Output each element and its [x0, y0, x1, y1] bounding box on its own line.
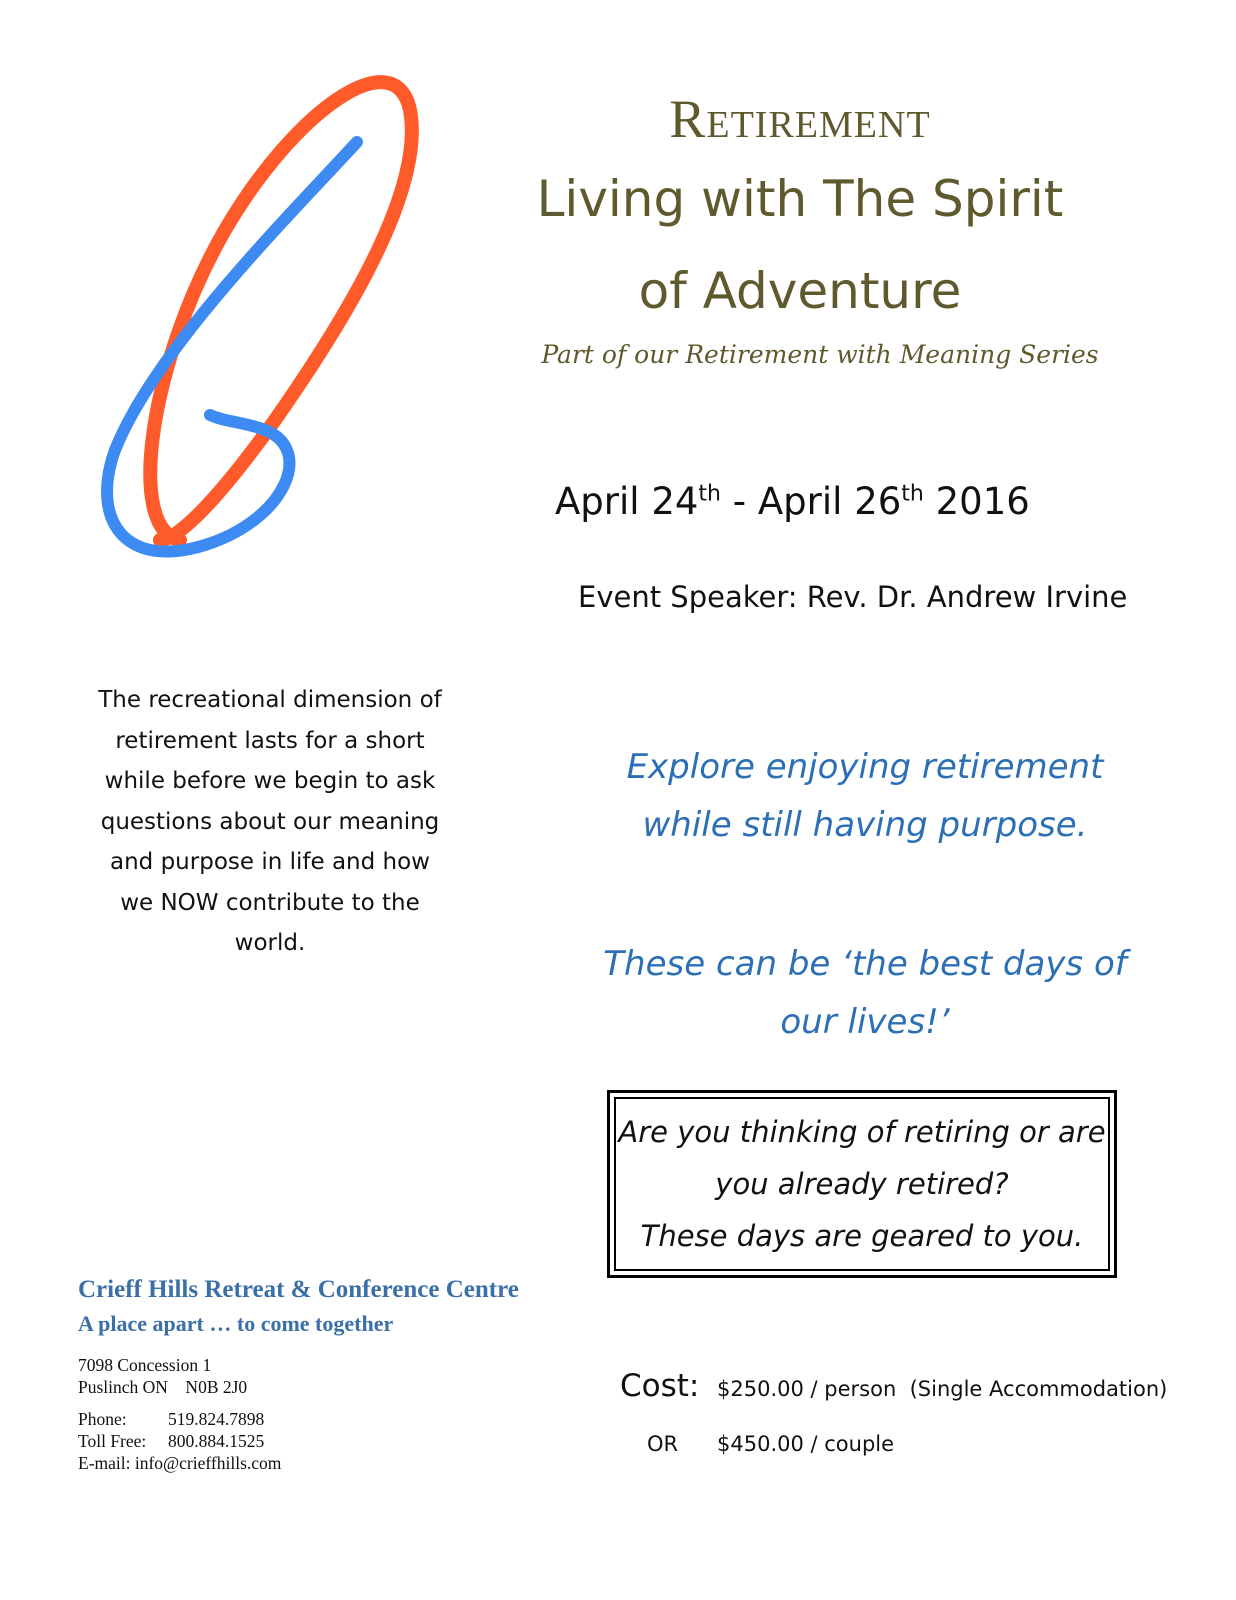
tollfree-row [78, 1430, 478, 1452]
callout-inner [614, 1097, 1110, 1271]
email-label: E-mail: [78, 1453, 131, 1473]
callout-line-1: Are you thinking of retiring or are [618, 1115, 1106, 1149]
start-date: April 24 [555, 480, 699, 523]
phone-label: Phone: [78, 1409, 127, 1429]
title-line-2: Living with The Spirit [536, 170, 1064, 228]
title-line-1: Retirement [669, 89, 931, 149]
address-line-2: Puslinch ON N0B 2J0 [78, 1377, 248, 1397]
email-row [78, 1452, 478, 1474]
address-line-1: 7098 Concession 1 [78, 1355, 212, 1375]
event-dates [555, 480, 1115, 523]
tagline-best-days: These can be ‘the best days of our lives!’ [603, 944, 1127, 1042]
date-separator: - [721, 480, 758, 523]
series-subtitle: Part of our Retirement with Meaning Series [541, 340, 1099, 369]
cost-option-couple: $450.00 / couple [717, 1432, 895, 1456]
event-year: 2016 [923, 480, 1030, 523]
organization-tagline: A place apart … to come together [78, 1311, 394, 1336]
tollfree-label: Toll Free: [78, 1431, 147, 1451]
logo-swoosh [85, 60, 435, 570]
contact-block [78, 1354, 478, 1474]
organization-block [78, 1274, 578, 1342]
cost-option-single: $250.00 / person (Single Accommodation) [717, 1377, 1168, 1401]
callout-line-3: These days are geared to you. [640, 1219, 1084, 1253]
title-line-3: of Adventure [638, 262, 962, 320]
end-date: April 26 [757, 480, 902, 523]
start-date-suffix: th [698, 481, 721, 507]
cost-label: Cost: [620, 1368, 700, 1404]
end-date-suffix: th [901, 481, 924, 507]
phone-row [78, 1408, 478, 1430]
description-paragraph: The recreational dimension of retirement lasts for a short while before we begin to ask questions about our meaning and purpose in life and how we NOW contribute to the world. [98, 687, 442, 956]
callout-line-2: you already retired? [715, 1167, 1009, 1201]
organization-name: Crieff Hills Retreat & Conference Centre [78, 1276, 519, 1303]
phone-number[interactable]: 519.824.7898 [168, 1409, 265, 1429]
orange-stroke [150, 82, 412, 540]
callout-box [607, 1090, 1117, 1278]
event-speaker: Event Speaker: Rev. Dr. Andrew Irvine [578, 580, 1128, 614]
tollfree-number[interactable]: 800.884.1525 [168, 1431, 265, 1451]
tagline-explore: Explore enjoying retirement while still having purpose. [626, 747, 1104, 845]
cost-or-label: OR [647, 1432, 679, 1456]
email-address[interactable]: info@crieffhills.com [134, 1453, 282, 1473]
